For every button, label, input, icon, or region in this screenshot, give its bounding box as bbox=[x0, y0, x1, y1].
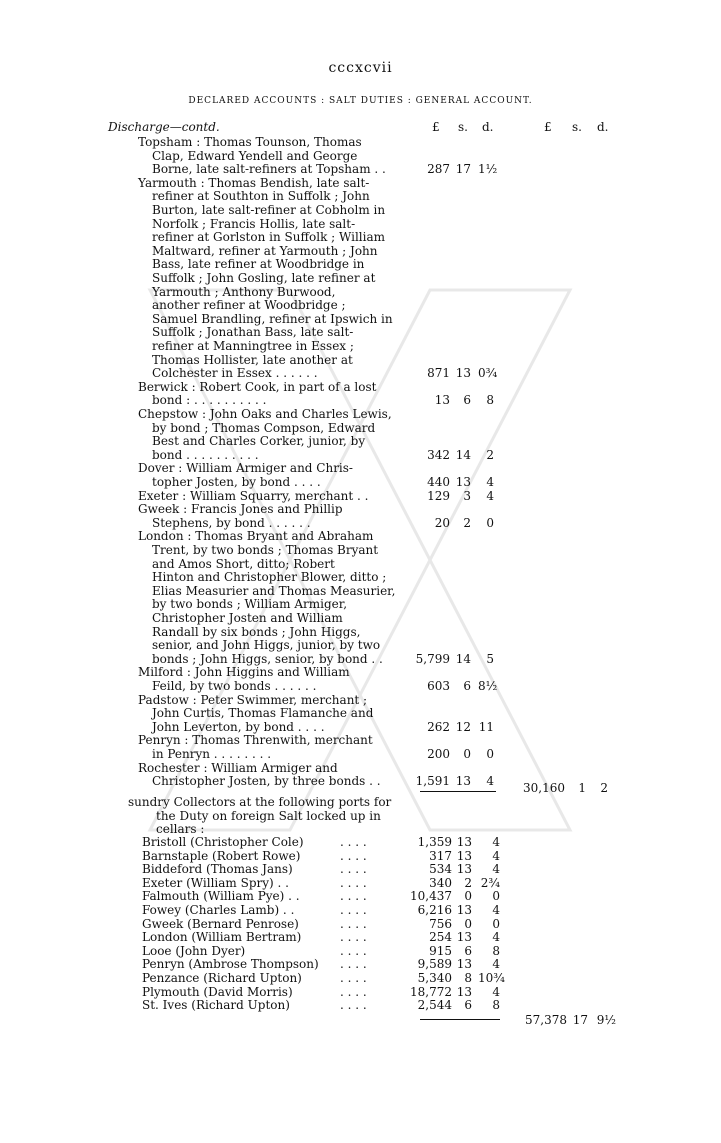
collector-name: Looe (John Dyer) bbox=[142, 943, 246, 958]
amount-pence: 0 bbox=[486, 747, 494, 761]
amount-pounds: 915 bbox=[429, 943, 452, 958]
entry-text: Dover : William Armiger and Chris- bbox=[138, 461, 353, 476]
col-header-total-pounds: £ bbox=[544, 120, 552, 134]
leader-dots: . . . . bbox=[340, 930, 367, 945]
amount-pence: 4 bbox=[486, 475, 494, 489]
section-label: Discharge—contd. bbox=[108, 120, 220, 134]
amount-pence: 4 bbox=[492, 984, 500, 999]
entry-text: Christopher Josten, by three bonds . . bbox=[152, 774, 381, 789]
entry-text: in Penryn . . . . . . . . bbox=[152, 747, 272, 761]
entry-text: John Curtis, Thomas Flamanche and bbox=[152, 706, 374, 721]
entry-text: Berwick : Robert Cook, in part of a lost bbox=[138, 379, 377, 394]
collector-name: Exeter (William Spry) . . bbox=[142, 875, 289, 890]
col-header-shillings: s. bbox=[458, 120, 468, 134]
amount-pence: 0 bbox=[492, 916, 500, 931]
entry-text: Topsham : Thomas Tounson, Thomas bbox=[138, 135, 362, 149]
amount-pounds: 340 bbox=[429, 875, 452, 890]
amount-pounds: 5,799 bbox=[415, 651, 450, 666]
amount-shillings: 0 bbox=[464, 889, 472, 904]
amount-pence: 10¾ bbox=[478, 971, 505, 985]
entry-text: and Amos Short, ditto; Robert bbox=[152, 556, 335, 571]
leader-dots: . . . . bbox=[340, 848, 367, 863]
entry-text: Hinton and Christopher Blower, ditto ; bbox=[152, 570, 387, 585]
entry-text: bond . . . . . . . . . . bbox=[152, 447, 259, 462]
entry-text: refiner at Gorlston in Suffolk ; William bbox=[152, 230, 386, 245]
amount-pounds: 5,340 bbox=[417, 971, 452, 985]
entry-text: Exeter : William Squarry, merchant . . bbox=[138, 488, 369, 503]
amount-pounds: 6,216 bbox=[417, 903, 452, 917]
subtotal-1-pounds: 30,160 bbox=[523, 781, 565, 795]
collector-name: London (William Bertram) bbox=[142, 930, 302, 945]
amount-pounds: 756 bbox=[429, 916, 452, 931]
subtotal-2-shillings: 17 bbox=[572, 1013, 588, 1027]
amount-pence: 5 bbox=[486, 651, 494, 666]
leader-dots: . . . . bbox=[340, 889, 367, 904]
leader-dots: . . . . bbox=[340, 971, 367, 985]
amount-pounds: 1,591 bbox=[415, 774, 450, 789]
leader-dots: . . . . bbox=[340, 998, 367, 1013]
entry-text: by bond ; Thomas Compson, Edward bbox=[152, 420, 376, 435]
amount-pence: 1½ bbox=[478, 162, 498, 177]
amount-pounds: 262 bbox=[427, 719, 450, 734]
amount-pounds: 871 bbox=[427, 366, 450, 381]
entry-text: Rochester : William Armiger and bbox=[138, 760, 338, 775]
entry-text: Suffolk ; Jonathan Bass, late salt- bbox=[152, 325, 354, 340]
amount-shillings: 13 bbox=[456, 930, 472, 945]
amount-shillings: 8 bbox=[464, 971, 472, 985]
collector-name: Penryn (Ambrose Thompson) bbox=[142, 957, 319, 972]
amount-pence: 4 bbox=[492, 957, 500, 972]
subtotal-2-pence: 9½ bbox=[596, 1013, 616, 1027]
amount-pounds: 200 bbox=[427, 747, 450, 761]
collector-name: Penzance (Richard Upton) bbox=[142, 971, 302, 985]
amount-pounds: 603 bbox=[427, 679, 450, 693]
entry-text: Christopher Josten and William bbox=[152, 611, 343, 625]
collector-name: Bristoll (Christopher Cole) bbox=[142, 835, 304, 849]
amount-shillings: 6 bbox=[464, 998, 472, 1013]
amount-pence: 0¾ bbox=[478, 366, 498, 381]
col-header-pence: d. bbox=[482, 120, 494, 134]
entry-text: London : Thomas Bryant and Abraham bbox=[138, 529, 374, 544]
entry-text: refiner at Southton in Suffolk ; John bbox=[152, 189, 370, 204]
amount-shillings: 13 bbox=[455, 366, 471, 381]
amount-shillings: 6 bbox=[463, 679, 471, 693]
amount-pounds: 254 bbox=[429, 930, 452, 945]
entry-text: Padstow : Peter Swimmer, merchant ; bbox=[138, 692, 368, 707]
amount-pence: 8½ bbox=[478, 679, 498, 693]
amount-shillings: 14 bbox=[455, 651, 471, 666]
amount-pence: 4 bbox=[486, 774, 494, 789]
entry-text: bond : . . . . . . . . . . bbox=[152, 393, 267, 408]
subtotal-1-pence: 2 bbox=[600, 781, 608, 795]
amount-pence: 0 bbox=[486, 515, 494, 530]
amount-shillings: 13 bbox=[456, 957, 472, 972]
amount-pounds: 129 bbox=[427, 488, 450, 503]
amount-shillings: 13 bbox=[456, 835, 472, 849]
amount-shillings: 6 bbox=[464, 943, 472, 958]
entry-text: Yarmouth : Thomas Bendish, late salt- bbox=[138, 175, 370, 190]
collector-name: St. Ives (Richard Upton) bbox=[142, 998, 290, 1013]
subtotal-1-shillings: 1 bbox=[578, 781, 586, 795]
entry-text: Randall by six bonds ; John Higgs, bbox=[152, 624, 361, 639]
leader-dots: . . . . bbox=[340, 862, 367, 877]
entry-text: Norfolk ; Francis Hollis, late salt- bbox=[152, 216, 356, 231]
leader-dots: . . . . bbox=[340, 957, 367, 972]
amount-shillings: 17 bbox=[455, 162, 471, 177]
amount-pounds: 534 bbox=[429, 862, 452, 877]
amount-pence: 8 bbox=[492, 998, 500, 1013]
leader-dots: . . . . bbox=[340, 903, 367, 917]
entry-text: Penryn : Thomas Threnwith, merchant bbox=[138, 733, 373, 748]
amount-shillings: 2 bbox=[464, 875, 472, 890]
amount-shillings: 14 bbox=[455, 447, 471, 462]
amount-pence: 4 bbox=[492, 862, 500, 877]
entry-text: Gweek : Francis Jones and Phillip bbox=[138, 502, 343, 517]
leader-dots: . . . . bbox=[340, 875, 367, 890]
entry-text: Borne, late salt-refiners at Topsham . . bbox=[152, 162, 386, 177]
entry-text: Chepstow : John Oaks and Charles Lewis, bbox=[138, 407, 392, 421]
leader-dots: . . . . bbox=[340, 835, 367, 849]
amount-shillings: 0 bbox=[464, 916, 472, 931]
amount-pounds: 342 bbox=[427, 447, 450, 462]
amount-pence: 8 bbox=[486, 393, 494, 408]
collector-name: Plymouth (David Morris) bbox=[142, 984, 293, 999]
subtotal-rule-1 bbox=[420, 791, 496, 792]
amount-shillings: 0 bbox=[463, 747, 471, 761]
entry-text: Burton, late salt-refiner at Cobholm in bbox=[152, 203, 386, 217]
col-header-total-pence: d. bbox=[597, 120, 609, 134]
amount-pence: 4 bbox=[492, 848, 500, 863]
amount-shillings: 2 bbox=[463, 515, 471, 530]
entry-text: bonds ; John Higgs, senior, by bond . . bbox=[152, 651, 383, 666]
entry-text: Maltward, refiner at Yarmouth ; John bbox=[152, 243, 378, 258]
amount-pence: 2 bbox=[486, 447, 494, 462]
amount-pence: 4 bbox=[492, 930, 500, 945]
collector-name: Falmouth (William Pye) . . bbox=[142, 889, 300, 904]
running-head: DECLARED ACCOUNTS : SALT DUTIES : GENERAL ACCOUNT. bbox=[188, 96, 533, 106]
page-number: cccxcvii bbox=[328, 60, 393, 76]
leader-dots: . . . . bbox=[340, 943, 367, 958]
entry-text: Suffolk ; John Gosling, late refiner at bbox=[152, 271, 376, 285]
entry-text: Trent, by two bonds ; Thomas Bryant bbox=[152, 543, 379, 557]
amount-pounds: 13 bbox=[434, 393, 450, 408]
amount-shillings: 13 bbox=[456, 848, 472, 863]
amount-pence: 4 bbox=[486, 488, 494, 503]
amount-shillings: 6 bbox=[463, 393, 471, 408]
entry-text: Elias Measurier and Thomas Measurier, bbox=[152, 583, 396, 598]
amount-pounds: 440 bbox=[427, 475, 450, 489]
col-header-total-shillings: s. bbox=[572, 120, 582, 134]
amount-shillings: 13 bbox=[455, 475, 471, 489]
collector-name: Biddeford (Thomas Jans) bbox=[142, 862, 293, 877]
amount-pence: 4 bbox=[492, 903, 500, 917]
entry-text: refiner at Manningtree in Essex ; bbox=[152, 339, 354, 353]
amount-pounds: 18,772 bbox=[410, 984, 452, 999]
amount-shillings: 13 bbox=[456, 984, 472, 999]
amount-pounds: 1,359 bbox=[417, 835, 452, 849]
amount-shillings: 13 bbox=[455, 774, 471, 789]
amount-pounds: 10,437 bbox=[410, 889, 452, 904]
amount-pounds: 317 bbox=[429, 848, 452, 863]
leader-dots: . . . . bbox=[340, 984, 367, 999]
subtotal-2-pounds: 57,378 bbox=[525, 1013, 567, 1027]
collector-name: Fowey (Charles Lamb) . . bbox=[142, 903, 295, 917]
entry-text: Milford : John Higgins and William bbox=[138, 665, 350, 680]
entry-text: Clap, Edward Yendell and George bbox=[152, 148, 358, 163]
amount-pence: 4 bbox=[492, 835, 500, 849]
entry-text: Best and Charles Corker, junior, by bbox=[152, 434, 366, 449]
collectors-intro-line: cellars : bbox=[156, 822, 205, 837]
amount-pounds: 9,589 bbox=[417, 957, 452, 972]
entry-text: senior, and John Higgs, junior, by two bbox=[152, 638, 381, 653]
amount-shillings: 13 bbox=[456, 903, 472, 917]
amount-pounds: 287 bbox=[427, 162, 450, 177]
entry-text: Thomas Hollister, late another at bbox=[152, 352, 353, 367]
entry-text: another refiner at Woodbridge ; bbox=[152, 298, 346, 313]
collectors-intro-line: the Duty on foreign Salt locked up in bbox=[156, 808, 381, 823]
amount-pence: 0 bbox=[492, 889, 500, 904]
entry-text: Colchester in Essex . . . . . . bbox=[152, 366, 318, 381]
entry-text: Feild, by two bonds . . . . . . bbox=[152, 679, 317, 693]
entry-text: Stephens, by bond . . . . . . bbox=[152, 515, 311, 530]
collectors-intro-line: sundry Collectors at the following ports for bbox=[128, 795, 392, 809]
amount-shillings: 13 bbox=[456, 862, 472, 877]
amount-pence: 2¾ bbox=[480, 875, 500, 890]
subtotal-rule-2 bbox=[420, 1019, 500, 1020]
amount-pence: 8 bbox=[492, 943, 500, 958]
amount-shillings: 12 bbox=[455, 719, 471, 734]
entry-text: Bass, late refiner at Woodbridge in bbox=[152, 257, 365, 272]
amount-pounds: 20 bbox=[434, 515, 450, 530]
entry-text: John Leverton, by bond . . . . bbox=[152, 719, 325, 734]
leader-dots: . . . . bbox=[340, 916, 367, 931]
amount-pence: 11 bbox=[478, 719, 494, 734]
entry-text: topher Josten, by bond . . . . bbox=[152, 475, 321, 489]
collector-name: Barnstaple (Robert Rowe) bbox=[142, 848, 301, 863]
amount-shillings: 3 bbox=[463, 488, 471, 503]
entry-text: Yarmouth ; Anthony Burwood, bbox=[152, 284, 336, 299]
collector-name: Gweek (Bernard Penrose) bbox=[142, 916, 299, 931]
entry-text: Samuel Brandling, refiner at Ipswich in bbox=[152, 311, 393, 326]
col-header-pounds: £ bbox=[432, 120, 440, 134]
amount-pounds: 2,544 bbox=[417, 998, 452, 1013]
entry-text: by two bonds ; William Armiger, bbox=[152, 597, 348, 612]
